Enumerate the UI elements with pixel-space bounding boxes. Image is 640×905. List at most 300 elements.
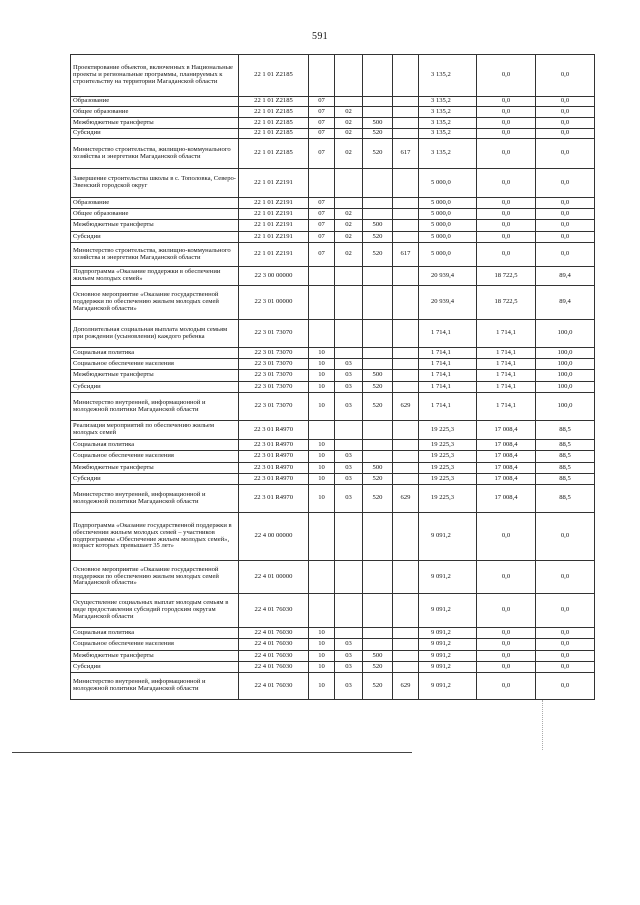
cell-executed: 0,0 [477,232,536,243]
cell-admin-code [393,267,419,286]
cell-admin-code [393,440,419,451]
cell-subsection: 02 [335,107,363,118]
cell-planned: 19 225,3 [419,463,477,474]
cell-percent: 88,5 [536,485,595,513]
cell-expense-type: 520 [363,393,393,421]
cell-executed: 18 722,5 [477,286,536,320]
cell-planned: 1 714,1 [419,370,477,382]
cell-target-code: 22 1 01 Z2191 [239,232,309,243]
cell-subsection: 03 [335,673,363,700]
cell-percent: 0,0 [536,55,595,97]
cell-planned: 19 225,3 [419,485,477,513]
cell-subsection: 02 [335,232,363,243]
cell-admin-code [393,639,419,651]
cell-executed: 18 722,5 [477,267,536,286]
table-row [71,55,595,97]
cell-name: Социальная политика [71,628,239,639]
cell-expense-type [363,107,393,118]
footer-divider [12,752,412,753]
table-row [71,370,595,382]
cell-admin-code [393,97,419,107]
cell-expense-type [363,421,393,440]
cell-subsection [335,267,363,286]
table-row [71,320,595,348]
cell-section [309,169,335,198]
cell-expense-type: 520 [363,129,393,139]
cell-percent: 100,0 [536,393,595,421]
cell-subsection [335,169,363,198]
cell-expense-type: 520 [363,243,393,267]
cell-subsection [335,513,363,561]
cell-admin-code [393,129,419,139]
cell-subsection: 03 [335,651,363,662]
cell-target-code: 22 1 01 Z2191 [239,198,309,209]
cell-target-code: 22 3 01 R4970 [239,451,309,463]
scan-artifact [542,700,544,750]
cell-planned: 5 000,0 [419,232,477,243]
cell-executed: 0,0 [477,662,536,673]
cell-subsection: 03 [335,662,363,673]
cell-name: Осуществление социальных выплат молодым семьям в виде предоставления субсидий городским округам Магаданской области [71,594,239,628]
cell-percent: 88,5 [536,440,595,451]
cell-admin-code: 617 [393,243,419,267]
cell-admin-code [393,382,419,393]
cell-executed: 1 714,1 [477,320,536,348]
cell-target-code: 22 4 01 76030 [239,651,309,662]
cell-name: Министерство строительства, жилищно-коммунального хозяйства и энергетики Магаданской области [71,139,239,169]
table-row [71,382,595,393]
cell-target-code: 22 4 01 76030 [239,639,309,651]
table-row [71,198,595,209]
cell-name: Социальная политика [71,440,239,451]
cell-subsection [335,97,363,107]
cell-target-code: 22 3 01 R4970 [239,440,309,451]
cell-planned: 3 135,2 [419,129,477,139]
cell-planned: 3 135,2 [419,97,477,107]
cell-planned: 1 714,1 [419,348,477,359]
cell-name: Министерство внутренней, информационной и молодежной политики Магаданской области [71,393,239,421]
table-row [71,232,595,243]
cell-expense-type [363,513,393,561]
table-row [71,463,595,474]
cell-section [309,286,335,320]
cell-expense-type: 520 [363,139,393,169]
cell-admin-code [393,463,419,474]
cell-expense-type [363,359,393,370]
cell-planned: 20 939,4 [419,267,477,286]
cell-target-code: 22 3 01 73070 [239,320,309,348]
cell-section: 07 [309,232,335,243]
cell-section [309,320,335,348]
cell-executed: 17 008,4 [477,463,536,474]
cell-name: Общее образование [71,107,239,118]
cell-executed: 1 714,1 [477,359,536,370]
cell-name: Субсидии [71,474,239,485]
cell-admin-code: 629 [393,393,419,421]
cell-expense-type [363,198,393,209]
cell-percent: 100,0 [536,382,595,393]
cell-admin-code [393,118,419,129]
table-row [71,220,595,232]
cell-target-code: 22 1 01 Z2185 [239,55,309,97]
cell-section: 10 [309,474,335,485]
cell-percent: 0,0 [536,594,595,628]
table-body [71,55,595,700]
cell-admin-code: 629 [393,673,419,700]
cell-expense-type: 500 [363,220,393,232]
cell-subsection: 03 [335,474,363,485]
cell-section [309,594,335,628]
cell-section [309,267,335,286]
cell-planned: 3 135,2 [419,55,477,97]
cell-section: 07 [309,97,335,107]
cell-name: Межбюджетные трансферты [71,651,239,662]
cell-subsection [335,348,363,359]
cell-planned: 19 225,3 [419,451,477,463]
table-row [71,628,595,639]
cell-subsection [335,561,363,594]
cell-target-code: 22 3 01 R4970 [239,463,309,474]
cell-expense-type [363,169,393,198]
cell-section: 10 [309,628,335,639]
cell-percent: 0,0 [536,118,595,129]
cell-expense-type: 500 [363,118,393,129]
cell-name: Проектирование объектов, включенных в Национальные проекты и региональные программы, планируемых к строительству на территории Магаданской области [71,55,239,97]
table-row [71,651,595,662]
cell-executed: 0,0 [477,209,536,220]
cell-admin-code [393,370,419,382]
cell-target-code: 22 3 01 73070 [239,370,309,382]
cell-percent: 0,0 [536,243,595,267]
cell-section: 07 [309,243,335,267]
cell-admin-code [393,107,419,118]
table-row [71,139,595,169]
cell-subsection [335,286,363,320]
cell-target-code: 22 3 01 73070 [239,382,309,393]
cell-planned: 3 135,2 [419,107,477,118]
cell-executed: 17 008,4 [477,440,536,451]
cell-executed: 1 714,1 [477,370,536,382]
cell-admin-code [393,169,419,198]
cell-section: 10 [309,651,335,662]
cell-percent: 88,5 [536,474,595,485]
cell-executed: 0,0 [477,169,536,198]
cell-subsection: 03 [335,451,363,463]
cell-name: Субсидии [71,129,239,139]
cell-name: Межбюджетные трансферты [71,463,239,474]
cell-subsection: 02 [335,209,363,220]
cell-target-code: 22 1 01 Z2185 [239,129,309,139]
cell-name: Основное мероприятие «Оказание государственной поддержки по обеспечению жильем молодых семей Магаданской области» [71,286,239,320]
cell-admin-code: 617 [393,139,419,169]
cell-percent: 88,5 [536,463,595,474]
table-row [71,594,595,628]
cell-expense-type: 500 [363,370,393,382]
cell-section: 10 [309,370,335,382]
cell-name: Завершение строительства школы в с. Тополовка, Северо-Эвенский городской округ [71,169,239,198]
table-row [71,267,595,286]
cell-subsection: 02 [335,118,363,129]
cell-admin-code [393,55,419,97]
cell-planned: 1 714,1 [419,320,477,348]
page-number: 591 [312,31,328,42]
cell-percent: 0,0 [536,129,595,139]
cell-section: 07 [309,129,335,139]
cell-expense-type [363,286,393,320]
table-row [71,561,595,594]
cell-percent: 0,0 [536,220,595,232]
cell-admin-code [393,286,419,320]
cell-expense-type [363,209,393,220]
table-row [71,393,595,421]
table-row [71,107,595,118]
cell-planned: 1 714,1 [419,359,477,370]
table-row [71,118,595,129]
table-row [71,169,595,198]
cell-planned: 20 939,4 [419,286,477,320]
cell-subsection [335,628,363,639]
cell-expense-type: 520 [363,382,393,393]
cell-percent: 0,0 [536,513,595,561]
cell-admin-code [393,232,419,243]
cell-percent: 100,0 [536,348,595,359]
cell-percent: 0,0 [536,639,595,651]
cell-executed: 0,0 [477,651,536,662]
cell-name: Субсидии [71,232,239,243]
cell-subsection: 02 [335,129,363,139]
cell-percent: 0,0 [536,169,595,198]
cell-section [309,55,335,97]
table-row [71,513,595,561]
cell-percent: 0,0 [536,561,595,594]
cell-subsection [335,440,363,451]
cell-section: 07 [309,209,335,220]
cell-executed: 0,0 [477,118,536,129]
cell-section: 07 [309,139,335,169]
cell-percent: 0,0 [536,673,595,700]
cell-name: Основное мероприятие «Оказание государственной поддержки по обеспечению жильем молодых семей Магаданской области» [71,561,239,594]
cell-percent: 0,0 [536,198,595,209]
cell-admin-code [393,662,419,673]
cell-planned: 5 000,0 [419,198,477,209]
cell-percent: 0,0 [536,662,595,673]
cell-subsection: 03 [335,359,363,370]
table-row [71,209,595,220]
cell-section: 10 [309,639,335,651]
cell-admin-code [393,220,419,232]
cell-planned: 1 714,1 [419,382,477,393]
cell-percent: 89,4 [536,267,595,286]
cell-admin-code [393,513,419,561]
cell-percent: 88,5 [536,421,595,440]
cell-target-code: 22 1 01 Z2185 [239,97,309,107]
cell-percent: 89,4 [536,286,595,320]
cell-percent: 100,0 [536,320,595,348]
cell-planned: 1 714,1 [419,393,477,421]
budget-table [70,54,595,700]
cell-name: Социальная политика [71,348,239,359]
cell-name: Социальное обеспечение населения [71,639,239,651]
cell-percent: 0,0 [536,209,595,220]
cell-percent: 0,0 [536,139,595,169]
cell-admin-code [393,474,419,485]
cell-planned: 9 091,2 [419,662,477,673]
cell-section: 07 [309,107,335,118]
cell-planned: 3 135,2 [419,139,477,169]
cell-section: 07 [309,198,335,209]
cell-percent: 0,0 [536,628,595,639]
cell-admin-code: 629 [393,485,419,513]
cell-expense-type [363,320,393,348]
cell-executed: 17 008,4 [477,485,536,513]
cell-name: Межбюджетные трансферты [71,118,239,129]
cell-target-code: 22 4 01 76030 [239,662,309,673]
cell-target-code: 22 3 00 00000 [239,267,309,286]
cell-admin-code [393,348,419,359]
cell-expense-type [363,639,393,651]
cell-executed: 0,0 [477,129,536,139]
cell-name: Социальное обеспечение населения [71,451,239,463]
cell-target-code: 22 4 01 76030 [239,673,309,700]
cell-planned: 19 225,3 [419,474,477,485]
table-row [71,662,595,673]
cell-admin-code [393,451,419,463]
cell-planned: 19 225,3 [419,421,477,440]
cell-executed: 0,0 [477,139,536,169]
cell-expense-type [363,55,393,97]
cell-subsection [335,421,363,440]
cell-admin-code [393,561,419,594]
cell-target-code: 22 3 01 73070 [239,393,309,421]
cell-percent: 100,0 [536,370,595,382]
cell-section [309,561,335,594]
cell-target-code: 22 1 01 Z2191 [239,220,309,232]
table-row [71,348,595,359]
cell-admin-code [393,628,419,639]
cell-planned: 9 091,2 [419,639,477,651]
cell-expense-type [363,267,393,286]
cell-admin-code [393,651,419,662]
cell-executed: 0,0 [477,198,536,209]
cell-target-code: 22 1 01 Z2185 [239,107,309,118]
cell-section: 10 [309,451,335,463]
cell-expense-type [363,628,393,639]
table-row [71,451,595,463]
table-row [71,440,595,451]
table-row [71,359,595,370]
cell-executed: 17 008,4 [477,451,536,463]
cell-name: Межбюджетные трансферты [71,370,239,382]
cell-executed: 0,0 [477,107,536,118]
cell-expense-type: 520 [363,662,393,673]
cell-executed: 0,0 [477,628,536,639]
cell-percent: 0,0 [536,107,595,118]
table-row [71,474,595,485]
cell-executed: 0,0 [477,97,536,107]
cell-section: 10 [309,359,335,370]
cell-name: Дополнительная социальная выплата молодым семьям при рождении (усыновлении) каждого ребенка [71,320,239,348]
table-row [71,243,595,267]
cell-section: 10 [309,382,335,393]
cell-name: Министерство строительства, жилищно-коммунального хозяйства и энергетики Магаданской области [71,243,239,267]
cell-executed: 0,0 [477,673,536,700]
cell-executed: 0,0 [477,639,536,651]
cell-subsection [335,320,363,348]
cell-admin-code [393,421,419,440]
cell-target-code: 22 1 01 Z2185 [239,139,309,169]
table-row [71,673,595,700]
cell-executed: 1 714,1 [477,382,536,393]
cell-section [309,513,335,561]
cell-section: 10 [309,348,335,359]
cell-percent: 100,0 [536,359,595,370]
cell-target-code: 22 3 01 00000 [239,286,309,320]
cell-target-code: 22 1 01 Z2185 [239,118,309,129]
cell-section: 10 [309,673,335,700]
cell-target-code: 22 4 01 76030 [239,594,309,628]
cell-expense-type [363,348,393,359]
cell-target-code: 22 4 01 00000 [239,561,309,594]
table-row [71,639,595,651]
cell-admin-code [393,359,419,370]
cell-subsection: 03 [335,370,363,382]
cell-name: Межбюджетные трансферты [71,220,239,232]
cell-planned: 9 091,2 [419,594,477,628]
table-row [71,286,595,320]
cell-admin-code [393,209,419,220]
cell-planned: 9 091,2 [419,561,477,594]
cell-expense-type: 520 [363,474,393,485]
cell-section: 10 [309,393,335,421]
cell-section: 10 [309,463,335,474]
cell-name: Социальное обеспечение населения [71,359,239,370]
cell-name: Реализация мероприятий по обеспечению жильем молодых семей [71,421,239,440]
cell-executed: 17 008,4 [477,474,536,485]
cell-planned: 5 000,0 [419,243,477,267]
cell-section: 07 [309,118,335,129]
cell-target-code: 22 1 01 Z2191 [239,243,309,267]
cell-section [309,421,335,440]
cell-section: 07 [309,220,335,232]
cell-admin-code [393,198,419,209]
table-row [71,485,595,513]
cell-expense-type: 520 [363,232,393,243]
table-row [71,421,595,440]
cell-subsection: 02 [335,243,363,267]
cell-expense-type [363,97,393,107]
cell-section: 10 [309,440,335,451]
table-row [71,97,595,107]
cell-name: Министерство внутренней, информационной и молодежной политики Магаданской области [71,673,239,700]
cell-subsection [335,594,363,628]
cell-planned: 9 091,2 [419,673,477,700]
cell-percent: 0,0 [536,232,595,243]
cell-percent: 0,0 [536,97,595,107]
cell-executed: 0,0 [477,513,536,561]
cell-planned: 5 000,0 [419,220,477,232]
cell-name: Образование [71,198,239,209]
cell-admin-code [393,594,419,628]
cell-subsection: 03 [335,463,363,474]
cell-expense-type: 500 [363,651,393,662]
cell-name: Подпрограмма «Оказание поддержки в обеспечении жильем молодых семей» [71,267,239,286]
cell-expense-type: 520 [363,673,393,700]
cell-expense-type [363,451,393,463]
cell-name: Образование [71,97,239,107]
cell-target-code: 22 3 01 73070 [239,359,309,370]
cell-planned: 19 225,3 [419,440,477,451]
cell-executed: 0,0 [477,220,536,232]
